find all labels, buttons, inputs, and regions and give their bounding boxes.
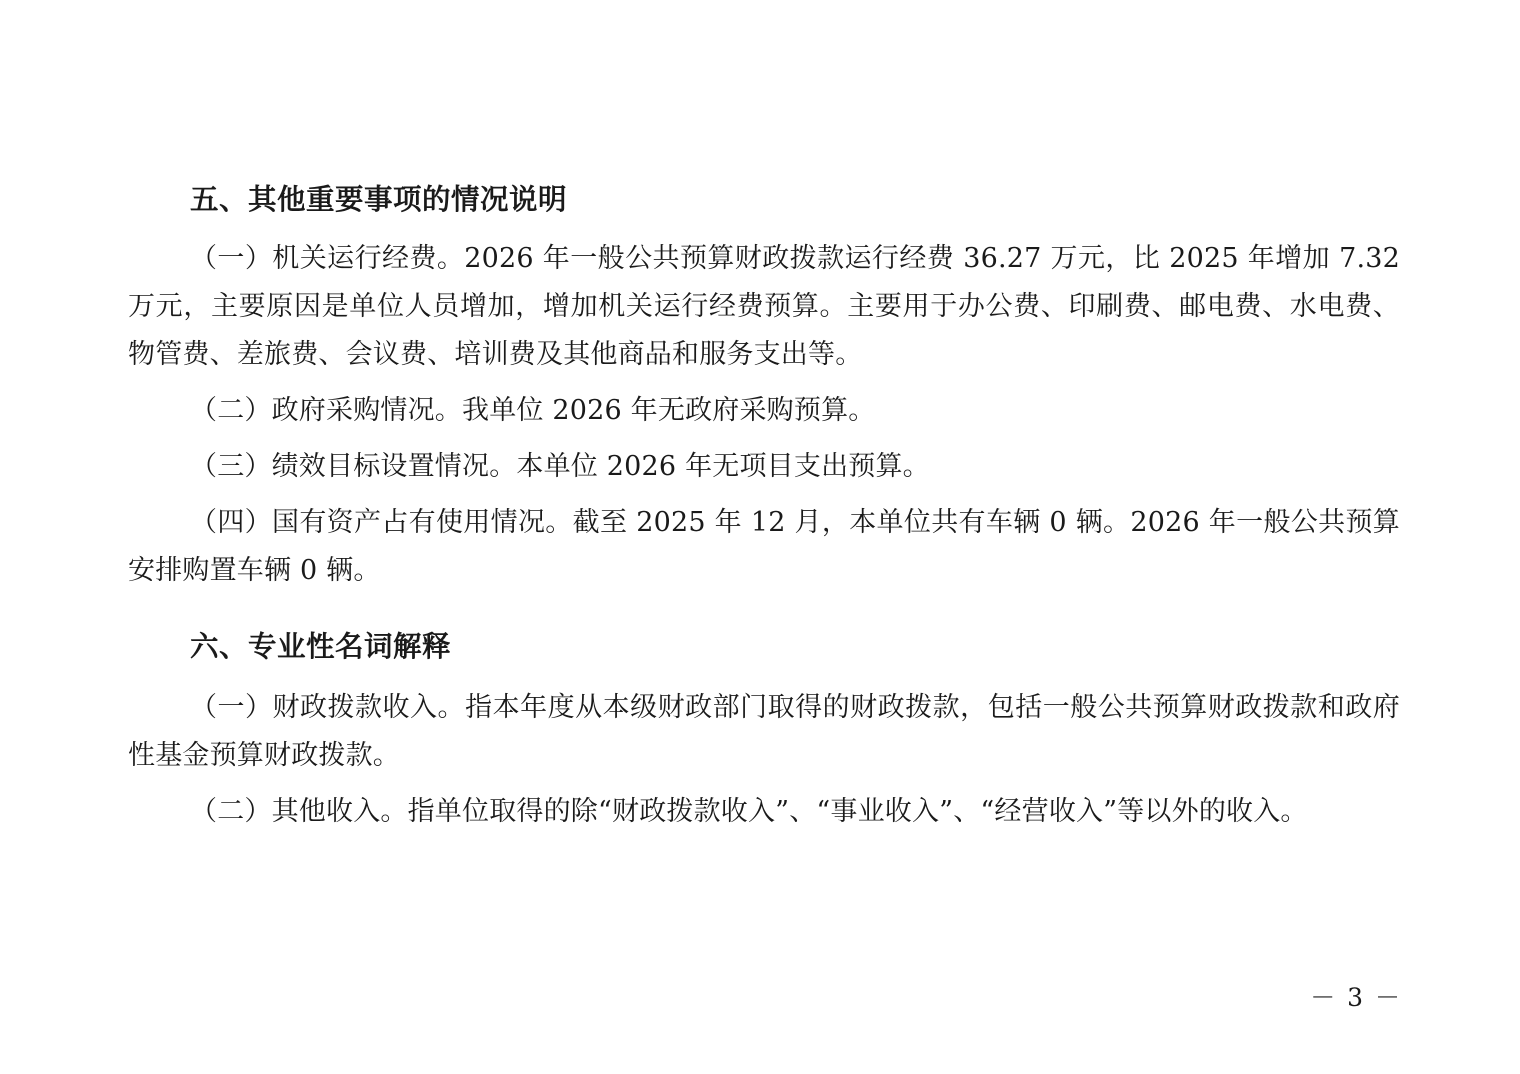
paragraph-state-owned-assets: （四）国有资产占有使用情况。截至 2025 年 12 月，本单位共有车辆 0 辆。2026 年一般公共预算安排购置车辆 0 辆。	[128, 506, 1400, 587]
paragraph-operating-expenses: （一）机关运行经费。2026 年一般公共预算财政拨款运行经费 36.27 万元，比 2025 年增加 7.32 万元，主要原因是单位人员增加，增加机关运行经费预算。主要用于办公费、印刷费、邮电费、水电费、物管费、差旅费、会议费、培训费及其他商品和服务支出等。	[128, 242, 1400, 370]
paragraph-other-income: （二）其他收入。指单位取得的除“财政拨款收入”、“事业收入”、“经营收入”等以外的收入。	[190, 795, 1308, 827]
section-heading-six: 六、专业性名词解释	[190, 629, 452, 664]
document-body	[128, 178, 1400, 844]
page-number: － 3 －	[1310, 983, 1402, 1012]
paragraph-fiscal-appropriation-income: （一）财政拨款收入。指本年度从本级财政部门取得的财政拨款，包括一般公共预算财政拨款和政府性基金预算财政拨款。	[128, 691, 1400, 771]
paragraph-performance-targets: （三）绩效目标设置情况。本单位 2026 年无项目支出预算。	[190, 450, 930, 482]
paragraph-government-procurement: （二）政府采购情况。我单位 2026 年无政府采购预算。	[190, 394, 876, 426]
section-heading-five: 五、其他重要事项的情况说明	[190, 182, 568, 216]
